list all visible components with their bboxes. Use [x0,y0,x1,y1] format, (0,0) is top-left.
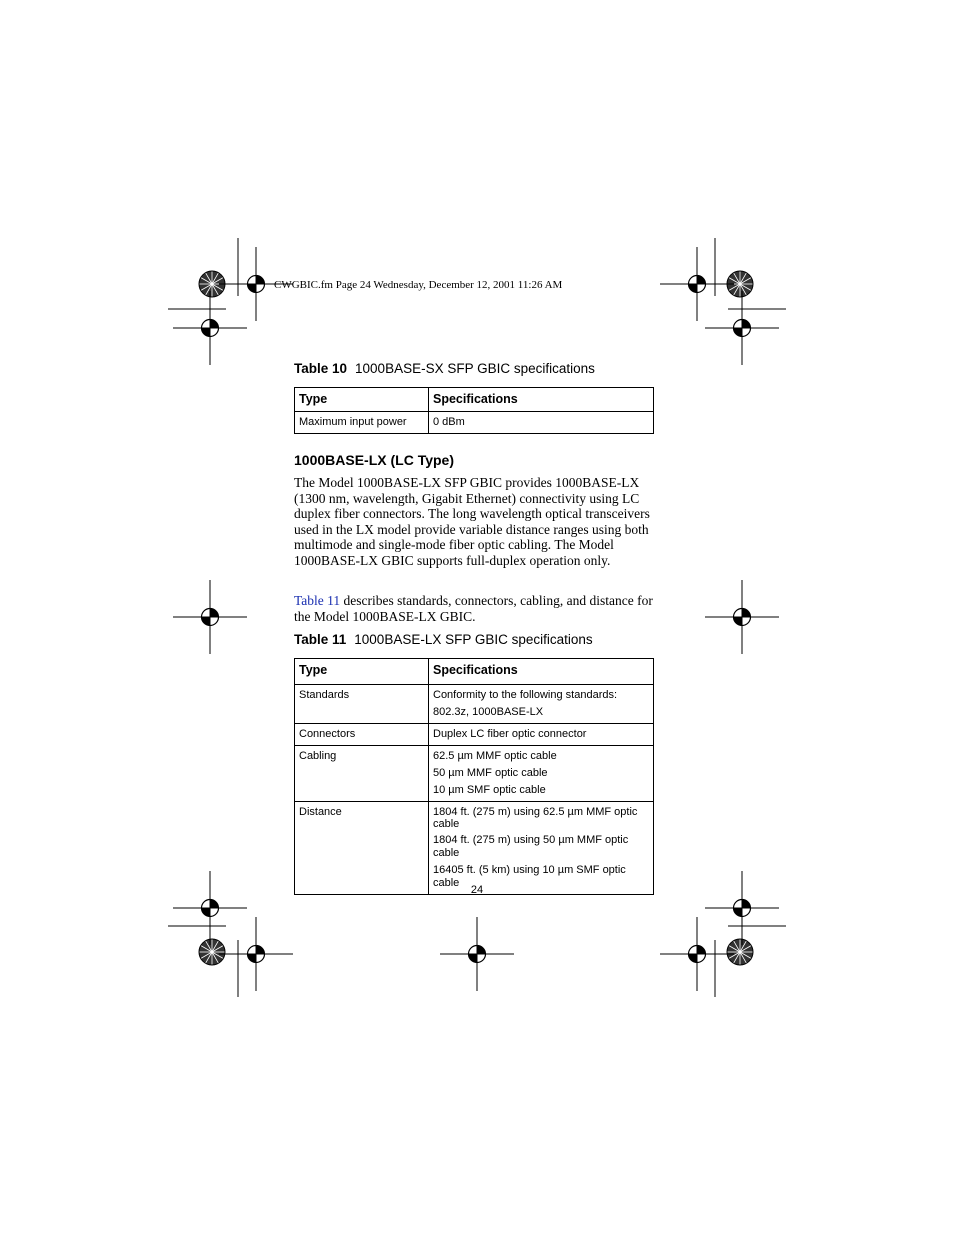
spec-line: 62.5 µm MMF optic cable [433,750,557,762]
table11-row-specs [429,724,654,746]
table10-header-specs: Specifications [429,388,654,412]
table-row [295,746,654,802]
section-paragraph-1: The Model 1000BASE-LX SFP GBIC provides 1000BASE-LX (1300 nm, wavelength, Gigabit Ethernet) connectivity using LC duplex fiber connectors. The long wavelength optical transceivers used in the LX model provide variable distance ranges using both multimode and single-mode fiber optic cabling. The Model 1000BASE-LX GBIC supports full-duplex operation only. [294,475,650,568]
spec-line: 1804 ft. (275 m) using 50 µm MMF optic cable [433,834,629,859]
table-row [295,685,654,724]
table10-caption [294,361,595,376]
table11-header-type: Type [295,659,429,685]
spec-line: Duplex LC fiber optic connector [433,728,587,740]
table11-caption-number: Table 11 [294,632,347,647]
table11-header-row [295,659,654,685]
file-header: CWGBIC.fm Page 24 Wednesday, December 12, 2001 11:26 AM [274,279,563,291]
section-heading: 1000BASE-LX (LC Type) [294,452,454,468]
table10-caption-title: 1000BASE-SX SFP GBIC specifications [355,361,595,376]
table11-row-specs [429,746,654,802]
section-paragraph-2-text: describes standards, connectors, cabling, and distance for the Model 1000BASE-LX GBIC. [294,593,653,624]
table11 [294,658,654,895]
spec-line: 1804 ft. (275 m) using 62.5 µm MMF optic cable [433,806,638,830]
spec-line: 802.3z, 1000BASE-LX [433,706,544,718]
table11-caption [294,632,593,647]
spec-line: 10 µm SMF optic cable [433,784,546,796]
table11-row-type: Connectors [295,724,429,746]
spec-line: 0 dBm [433,416,465,428]
table-row [295,802,654,895]
table11-row-specs [429,802,654,895]
table11-row-type: Standards [295,685,429,724]
section-paragraph-2 [294,593,662,624]
table11-caption-title: 1000BASE-LX SFP GBIC specifications [354,632,593,647]
table11-link[interactable]: Table 11 [294,593,341,608]
table11-row-specs [429,685,654,724]
table-row [295,724,654,746]
page-number: 24 [470,884,484,896]
table10 [294,387,654,434]
spec-line: 50 µm MMF optic cable [433,767,548,779]
spec-line: 16405 ft. (5 km) using 10 µm SMF optic cable [433,864,626,889]
spec-line: Conformity to the following standards: [433,689,618,701]
table11-row-type: Cabling [295,746,429,802]
table10-header-type: Type [295,388,429,412]
table-row [295,412,654,434]
table10-row-type: Maximum input power [295,412,429,434]
table11-row-type: Distance [295,802,429,895]
table10-row-specs [429,412,654,434]
table11-header-specs: Specifications [429,659,654,685]
table10-header-row [295,388,654,412]
table10-caption-number: Table 10 [294,361,348,376]
